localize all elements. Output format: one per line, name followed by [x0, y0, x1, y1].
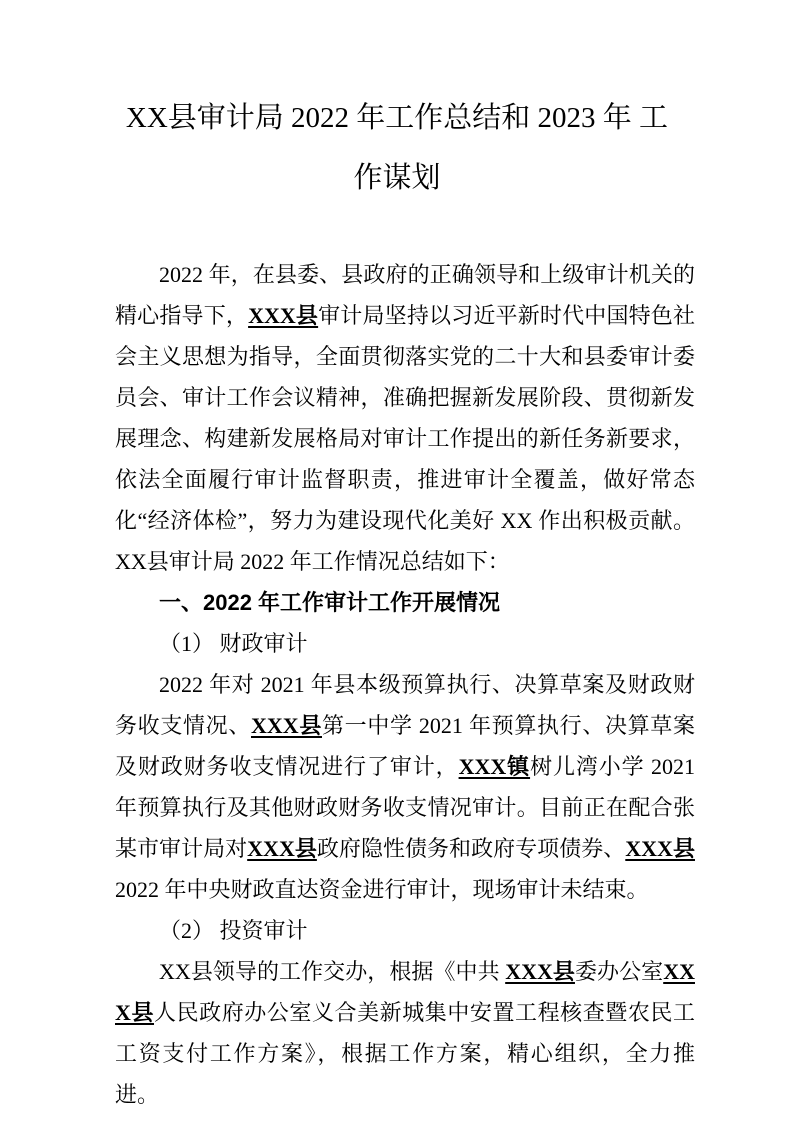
placeholder-underlined-text: XXX县 — [115, 959, 695, 1025]
paragraph — [115, 910, 695, 951]
paragraph-text: 委办公室 — [574, 959, 664, 984]
paragraph — [115, 951, 695, 1115]
paragraph-text: 政府隐性债务和政府专项债券、 — [316, 836, 626, 861]
section-heading — [115, 582, 695, 623]
paragraph — [115, 664, 695, 910]
paragraph-text: 2022 年对 2021 年县本级预算执行、决算草案及财政财务收支情况、 — [115, 672, 695, 738]
placeholder-underlined-text: XXX县 — [248, 303, 319, 328]
paragraph-text: 人民政府办公室义合美新城集中安置工程核查暨农民工 工资支付工作方案》，根据工作方案，精心组织，全力推进。 — [115, 1000, 695, 1107]
paragraph-text: 一、2022 年工作审计工作开展情况 — [159, 590, 501, 615]
document-title-line-1: XX县审计局 2022 年工作总结和 2023 年 工 — [125, 102, 669, 134]
paragraph-text: （1） 财政审计 — [159, 631, 308, 656]
paragraph-text: 2022 年，在县委、县政府的正确领导和上级审计机关的精心指导下， — [115, 262, 695, 328]
document-title-line-2: 作谋划 — [353, 162, 441, 194]
paragraph-text: 2022 年中央财政直达资金进行审计，现场审计未结束。 — [115, 877, 649, 902]
paragraph-text: 审计局坚持以习近平新时代中国特色社会主义思想为指导，全面贯彻落实党的二十大和县委审计委员会、审计工作会议精神，准确把握新发展阶段、贯彻新发展理念、构建新发展格局对审计工作提出的新任务新要求， 依法全面履行审计监督职责，推进审计全覆盖，做好常态化“经济体检”，努力为建设现代化美好 XX 作出积极贡献。XX县审计局 2022 年工作情况总结如下： — [115, 303, 695, 574]
paragraph-text: （2） 投资审计 — [159, 918, 308, 943]
paragraph-text: XX县领导的工作交办，根据《中共 — [159, 959, 506, 984]
paragraph-text: 树儿湾小学 2021 年预算执行及其他财政财务收支情况审计。目前正在配合张某市审计局对 — [115, 754, 695, 861]
placeholder-underlined-text: XXX镇 — [458, 754, 531, 779]
placeholder-underlined-text: XXX县 — [247, 836, 317, 861]
placeholder-underlined-text: XXX县 — [625, 836, 695, 861]
paragraph — [115, 254, 695, 582]
document-title — [0, 88, 794, 208]
placeholder-underlined-text: XXX县 — [251, 713, 322, 738]
paragraph-text: 第一中学 2021 年预算执行、决算草案及财政财务收支情况进行了审计， — [115, 713, 695, 779]
placeholder-underlined-text: XXX县 — [505, 959, 575, 984]
paragraph — [115, 623, 695, 664]
document-body — [115, 254, 695, 1115]
